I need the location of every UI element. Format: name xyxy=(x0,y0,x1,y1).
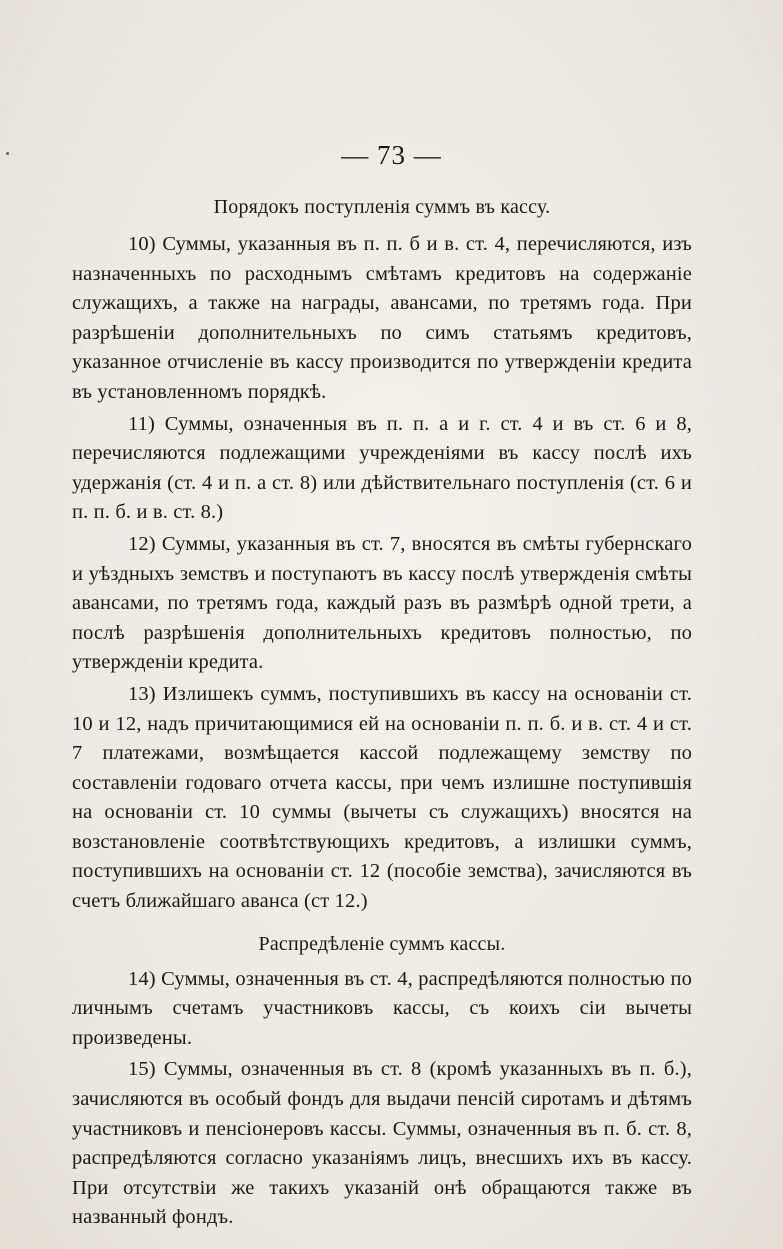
page-number: — 73 — xyxy=(341,140,442,170)
page-body xyxy=(72,190,692,1233)
paragraph-13: 13) Излишекъ суммъ, поступившихъ въ кассу на основаніи ст. 10 и 12, надъ причитающимися ей на основаніи п. п. б. и в. ст. 4 и ст. 7 платежами, возмѣщается кассой подлежащему земству по составленіи годоваго отчета кассы, при чемъ излишне поступившія на основаніи ст. 10 суммы (вычеты съ служащихъ) вносятся на возстановленіе соотвѣтствующихъ кредитовъ, а излишки суммъ, поступившихъ на основаніи ст. 12 (пособіе земства), зачисляются въ счетъ ближайшаго аванса (ст 12.) xyxy=(72,682,692,913)
paragraph-15: 15) Суммы, означенныя въ ст. 8 (кромѣ указанныхъ въ п. б.), зачисляются въ особый фондъ для выдачи пенсій сиротамъ и дѣтямъ участниковъ и пенсіонеровъ кассы. Суммы, означенныя въ п. б. ст. 8, распредѣляются согласно указаніямъ лицъ, внесшихъ ихъ въ кассу. При отсутствіи же такихъ указаній онѣ обращаются также въ названный фондъ. xyxy=(72,1058,692,1229)
section-heading-receipt: Порядокъ поступленія суммъ въ кассу. xyxy=(213,196,551,218)
paragraph-12: 12) Суммы, указанныя въ ст. 7, вносятся въ смѣты губернскаго и уѣздныхъ земствъ и поступаютъ въ кассу послѣ утвержденія смѣты авансами, по третямъ года, каждый разъ въ размѣрѣ одной трети, а послѣ разрѣшенія дополнительныхъ кредитовъ полностью, по утвержденіи кредита. xyxy=(72,532,692,674)
paragraph-10: 10) Суммы, указанныя въ п. п. б и в. ст. 4, перечисляются, изъ назначенныхъ по расходнымъ смѣтамъ кредитовъ на содержаніе служащихъ, а также на награды, авансами, по третямъ года. При разрѣшеніи дополнительныхъ по симъ статьямъ кредитовъ, указанное отчисленіе въ кассу производится по утвержденіи кредита въ установленномъ порядкѣ. xyxy=(72,233,692,403)
section-heading-distribution: Распредѣленіе суммъ кассы. xyxy=(258,932,506,955)
paragraph-14: 14) Суммы, означенныя въ ст. 4, распредѣляются полностью по личнымъ счетамъ участниковъ кассы, съ коихъ сіи вычеты произведены. xyxy=(72,967,692,1049)
paragraph-11: 11) Суммы, означенныя въ п. п. а и г. ст. 4 и въ ст. 6 и 8, перечисляются подлежащими учрежденіями въ кассу послѣ ихъ удержанія (ст. 4 и п. а ст. 8) или дѣйствительнаго поступленія (ст. 6 и п. п. б. и в. ст. 8.) xyxy=(72,412,692,524)
